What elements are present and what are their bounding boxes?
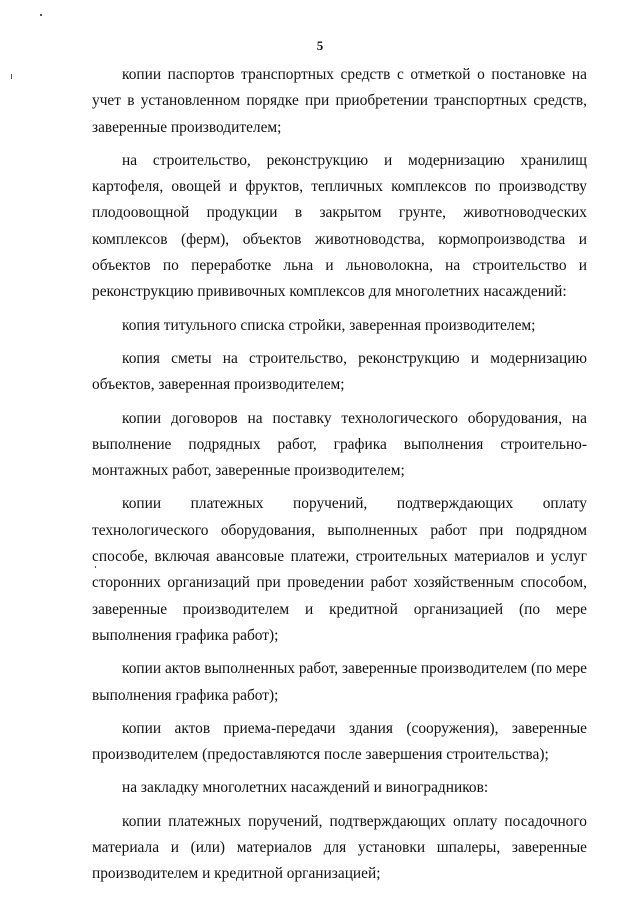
paragraph-construction-heading: на строительство, реконструкцию и модернизацию хранилищ картофеля, овощей и фруктов, тепличных комплексов по производству плодоовощной продукции в закрытом грунте, животноводческих комплексов (ферм), объектов животноводства, кормопроизводства и объектов по переработке льна и льноволокна, на строительство и реконструкцию прививочных комплексов для многолетних насаждений: [92, 151, 587, 301]
scan-artifact-dot [40, 14, 42, 16]
paragraph-transfer-acts: копии актов приема-передачи здания (сооружения), заверенные производителем (предоставляются после завершения строительства); [92, 719, 587, 764]
paragraph-payment-orders: копии платежных поручений, подтверждающих оплату технологического оборудования, выполненных работ при подрядном способе, включая авансовые платежи, строительных материалов и услуг сторонних организаций при проведении работ хозяйственным способом, заверенные производителем и кредитной организацией (по мере выполнения графика работ); [92, 495, 587, 644]
page-number: 5 [316, 38, 324, 53]
paragraph-planting-payments: копии платежных поручений, подтверждающих оплату посадочного материала и (или) материалов для установки шпалеры, заверенные производителем и кредитной организацией; [92, 812, 587, 883]
paragraph-vehicle-passports: копии паспортов транспортных средств с отметкой о постановке на учет в установленном порядке при приобретении транспортных средств, заверенные производителем; [92, 66, 587, 136]
paragraph-work-acts: копии актов выполненных работ, заверенные производителем (по мере выполнения графика работ); [92, 660, 587, 704]
paragraph-plantings-heading: на закладку многолетних насаждений и виноградников: [122, 779, 489, 797]
document-body [92, 62, 587, 895]
paragraph-estimate: копия сметы на строительство, реконструкцию и модернизацию объектов, заверенная производителем; [92, 349, 587, 394]
paragraph-title-list: копия титульного списка стройки, заверенная производителем; [122, 316, 536, 334]
paragraph-contracts: копии договоров на поставку технологического оборудования, на выполнение подрядных работ, графика выполнения строительно-монтажных работ, заверенные производителем; [92, 409, 587, 480]
scan-artifact-line [11, 74, 12, 79]
